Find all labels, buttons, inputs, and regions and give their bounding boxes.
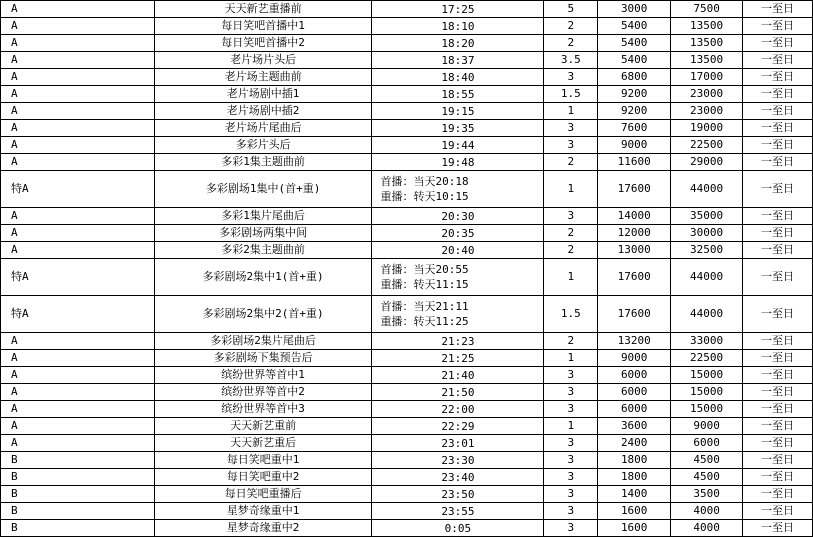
level-cell: 特A — [1, 296, 155, 333]
program-cell: 天天新艺重播前 — [154, 1, 372, 18]
price2-cell: 22500 — [671, 137, 743, 154]
program-cell: 多彩剧场2集中2(首+重) — [154, 296, 372, 333]
time-cell — [372, 52, 544, 69]
program-cell: 多彩1集片尾曲后 — [154, 208, 372, 225]
price2-cell: 32500 — [671, 242, 743, 259]
time-cell — [372, 469, 544, 486]
time-line: 19:44 — [441, 138, 475, 152]
days-cell: 一至日 — [743, 154, 813, 171]
program-cell: 每日笑吧首播中1 — [154, 18, 372, 35]
time-cell — [372, 120, 544, 137]
level-cell: A — [1, 384, 155, 401]
time-line: 18:10 — [441, 19, 475, 33]
price1-cell: 3600 — [598, 418, 671, 435]
time-cell — [372, 259, 544, 296]
time-cell — [372, 103, 544, 120]
days-cell: 一至日 — [743, 296, 813, 333]
level-cell: A — [1, 35, 155, 52]
time-cell — [372, 69, 544, 86]
table-body — [1, 1, 813, 537]
price2-cell: 15000 — [671, 401, 743, 418]
table-row — [1, 154, 813, 171]
price2-cell: 23000 — [671, 86, 743, 103]
program-cell: 每日笑吧重播后 — [154, 486, 372, 503]
time-line: 21:23 — [441, 334, 475, 348]
level-cell: A — [1, 137, 155, 154]
time-line: 23:01 — [441, 436, 475, 450]
table-row — [1, 452, 813, 469]
table-row — [1, 503, 813, 520]
program-cell: 多彩剧场两集中间 — [154, 225, 372, 242]
time-line: 19:35 — [441, 121, 475, 135]
seconds-cell: 5 — [544, 1, 598, 18]
time-line: 21:50 — [441, 385, 475, 399]
seconds-cell: 3.5 — [544, 52, 598, 69]
time-line: 23:30 — [441, 453, 475, 467]
program-cell: 缤纷世界等首中2 — [154, 384, 372, 401]
time-cell — [372, 384, 544, 401]
time-line: 20:30 — [441, 209, 475, 223]
table-row — [1, 296, 813, 333]
program-cell: 老片场剧中插2 — [154, 103, 372, 120]
level-cell: A — [1, 401, 155, 418]
price2-cell: 13500 — [671, 52, 743, 69]
days-cell: 一至日 — [743, 242, 813, 259]
price1-cell: 13000 — [598, 242, 671, 259]
table-row — [1, 52, 813, 69]
time-line: 23:50 — [441, 487, 475, 501]
seconds-cell: 1 — [544, 171, 598, 208]
program-cell: 星梦奇缘重中1 — [154, 503, 372, 520]
price2-cell: 4000 — [671, 503, 743, 520]
price1-cell: 12000 — [598, 225, 671, 242]
days-cell: 一至日 — [743, 86, 813, 103]
level-cell: A — [1, 52, 155, 69]
table-row — [1, 120, 813, 137]
program-cell: 缤纷世界等首中3 — [154, 401, 372, 418]
time-line: 19:48 — [441, 155, 475, 169]
table-row — [1, 401, 813, 418]
table-row — [1, 520, 813, 537]
table-row — [1, 69, 813, 86]
seconds-cell: 1 — [544, 350, 598, 367]
price2-cell: 4000 — [671, 520, 743, 537]
time-line: 首播：当天20:18 — [380, 175, 469, 188]
price1-cell: 5400 — [598, 35, 671, 52]
price2-cell: 29000 — [671, 154, 743, 171]
price1-cell: 6000 — [598, 384, 671, 401]
seconds-cell: 3 — [544, 520, 598, 537]
program-cell: 多彩1集主题曲前 — [154, 154, 372, 171]
price2-cell: 30000 — [671, 225, 743, 242]
level-cell: A — [1, 435, 155, 452]
price2-cell: 17000 — [671, 69, 743, 86]
price1-cell: 9000 — [598, 350, 671, 367]
seconds-cell: 2 — [544, 18, 598, 35]
program-cell: 每日笑吧首播中2 — [154, 35, 372, 52]
table-row — [1, 18, 813, 35]
table-row — [1, 333, 813, 350]
price1-cell: 1800 — [598, 469, 671, 486]
seconds-cell: 3 — [544, 503, 598, 520]
level-cell: A — [1, 18, 155, 35]
time-line: 18:20 — [441, 36, 475, 50]
level-cell: A — [1, 69, 155, 86]
table-row — [1, 418, 813, 435]
price2-cell: 23000 — [671, 103, 743, 120]
table-row — [1, 259, 813, 296]
days-cell: 一至日 — [743, 520, 813, 537]
days-cell: 一至日 — [743, 469, 813, 486]
price1-cell: 6800 — [598, 69, 671, 86]
price2-cell: 19000 — [671, 120, 743, 137]
program-cell: 天天新艺重前 — [154, 418, 372, 435]
seconds-cell: 2 — [544, 242, 598, 259]
time-cell — [372, 296, 544, 333]
level-cell: A — [1, 367, 155, 384]
time-cell — [372, 350, 544, 367]
days-cell: 一至日 — [743, 503, 813, 520]
days-cell: 一至日 — [743, 171, 813, 208]
level-cell: B — [1, 503, 155, 520]
time-cell — [372, 18, 544, 35]
level-cell: A — [1, 225, 155, 242]
seconds-cell: 3 — [544, 486, 598, 503]
price1-cell: 6000 — [598, 367, 671, 384]
price1-cell: 1600 — [598, 520, 671, 537]
days-cell: 一至日 — [743, 137, 813, 154]
level-cell: A — [1, 86, 155, 103]
time-line: 21:25 — [441, 351, 475, 365]
program-cell: 缤纷世界等首中1 — [154, 367, 372, 384]
seconds-cell: 3 — [544, 137, 598, 154]
time-cell — [372, 503, 544, 520]
time-cell — [372, 35, 544, 52]
price2-cell: 22500 — [671, 350, 743, 367]
price2-cell: 13500 — [671, 35, 743, 52]
table-row — [1, 384, 813, 401]
level-cell: 特A — [1, 171, 155, 208]
days-cell: 一至日 — [743, 208, 813, 225]
time-cell — [372, 333, 544, 350]
seconds-cell: 3 — [544, 208, 598, 225]
price1-cell: 13200 — [598, 333, 671, 350]
level-cell: A — [1, 1, 155, 18]
table-row — [1, 350, 813, 367]
time-line: 重播：转天10:15 — [380, 190, 469, 203]
price1-cell: 5400 — [598, 52, 671, 69]
time-line: 18:55 — [441, 87, 475, 101]
seconds-cell: 1.5 — [544, 296, 598, 333]
program-cell: 多彩剧场1集中(首+重) — [154, 171, 372, 208]
seconds-cell: 1 — [544, 259, 598, 296]
level-cell: A — [1, 120, 155, 137]
time-cell — [372, 435, 544, 452]
days-cell: 一至日 — [743, 401, 813, 418]
program-cell: 每日笑吧重中1 — [154, 452, 372, 469]
seconds-cell: 2 — [544, 35, 598, 52]
price1-cell: 9000 — [598, 137, 671, 154]
price1-cell: 9200 — [598, 103, 671, 120]
days-cell: 一至日 — [743, 350, 813, 367]
seconds-cell: 2 — [544, 333, 598, 350]
seconds-cell: 3 — [544, 452, 598, 469]
time-line: 22:29 — [441, 419, 475, 433]
time-line: 17:25 — [441, 2, 475, 16]
days-cell: 一至日 — [743, 452, 813, 469]
level-cell: A — [1, 418, 155, 435]
price1-cell: 1800 — [598, 452, 671, 469]
time-cell — [372, 1, 544, 18]
time-cell — [372, 486, 544, 503]
time-cell — [372, 208, 544, 225]
level-cell: B — [1, 520, 155, 537]
price2-cell: 35000 — [671, 208, 743, 225]
program-cell: 多彩剧场2集中1(首+重) — [154, 259, 372, 296]
table-row — [1, 208, 813, 225]
seconds-cell: 1 — [544, 103, 598, 120]
program-cell: 每日笑吧重中2 — [154, 469, 372, 486]
days-cell: 一至日 — [743, 52, 813, 69]
price1-cell: 2400 — [598, 435, 671, 452]
table-row — [1, 103, 813, 120]
time-line: 18:40 — [441, 70, 475, 84]
price2-cell: 3500 — [671, 486, 743, 503]
time-cell — [372, 367, 544, 384]
time-cell — [372, 86, 544, 103]
time-line: 重播：转天11:25 — [380, 315, 469, 328]
price2-cell: 13500 — [671, 18, 743, 35]
time-line: 重播：转天11:15 — [380, 278, 469, 291]
seconds-cell: 3 — [544, 367, 598, 384]
days-cell: 一至日 — [743, 486, 813, 503]
price1-cell: 9200 — [598, 86, 671, 103]
time-line: 19:15 — [441, 104, 475, 118]
price2-cell: 4500 — [671, 469, 743, 486]
price1-cell: 11600 — [598, 154, 671, 171]
days-cell: 一至日 — [743, 259, 813, 296]
table-row — [1, 242, 813, 259]
time-line: 18:37 — [441, 53, 475, 67]
program-cell: 老片场主题曲前 — [154, 69, 372, 86]
days-cell: 一至日 — [743, 103, 813, 120]
level-cell: B — [1, 452, 155, 469]
time-line: 0:05 — [444, 521, 472, 535]
price1-cell: 3000 — [598, 1, 671, 18]
seconds-cell: 2 — [544, 154, 598, 171]
seconds-cell: 3 — [544, 120, 598, 137]
time-cell — [372, 137, 544, 154]
price1-cell: 17600 — [598, 171, 671, 208]
table-row — [1, 225, 813, 242]
program-cell: 多彩片头后 — [154, 137, 372, 154]
days-cell: 一至日 — [743, 35, 813, 52]
table-row — [1, 86, 813, 103]
days-cell: 一至日 — [743, 18, 813, 35]
level-cell: B — [1, 486, 155, 503]
price2-cell: 9000 — [671, 418, 743, 435]
days-cell: 一至日 — [743, 1, 813, 18]
table-row — [1, 367, 813, 384]
table-row — [1, 35, 813, 52]
program-cell: 多彩2集主题曲前 — [154, 242, 372, 259]
price1-cell: 6000 — [598, 401, 671, 418]
days-cell: 一至日 — [743, 120, 813, 137]
time-cell — [372, 452, 544, 469]
days-cell: 一至日 — [743, 225, 813, 242]
level-cell: A — [1, 333, 155, 350]
time-line: 21:40 — [441, 368, 475, 382]
price2-cell: 7500 — [671, 1, 743, 18]
program-cell: 多彩剧场2集片尾曲后 — [154, 333, 372, 350]
price1-cell: 5400 — [598, 18, 671, 35]
price1-cell: 17600 — [598, 296, 671, 333]
program-cell: 老片场剧中插1 — [154, 86, 372, 103]
time-cell — [372, 171, 544, 208]
price2-cell: 6000 — [671, 435, 743, 452]
program-cell: 天天新艺重后 — [154, 435, 372, 452]
price2-cell: 44000 — [671, 296, 743, 333]
seconds-cell: 3 — [544, 435, 598, 452]
time-cell — [372, 520, 544, 537]
level-cell: A — [1, 242, 155, 259]
time-line: 20:35 — [441, 226, 475, 240]
level-cell: A — [1, 350, 155, 367]
price1-cell: 14000 — [598, 208, 671, 225]
time-line: 首播：当天20:55 — [380, 263, 469, 276]
time-line: 23:55 — [441, 504, 475, 518]
days-cell: 一至日 — [743, 69, 813, 86]
price1-cell: 1400 — [598, 486, 671, 503]
seconds-cell: 3 — [544, 384, 598, 401]
price2-cell: 44000 — [671, 259, 743, 296]
level-cell: A — [1, 154, 155, 171]
level-cell: A — [1, 103, 155, 120]
table-row — [1, 486, 813, 503]
table-row — [1, 1, 813, 18]
price2-cell: 15000 — [671, 384, 743, 401]
price2-cell: 4500 — [671, 452, 743, 469]
level-cell: A — [1, 208, 155, 225]
days-cell: 一至日 — [743, 367, 813, 384]
time-line: 20:40 — [441, 243, 475, 257]
time-cell — [372, 154, 544, 171]
seconds-cell: 1.5 — [544, 86, 598, 103]
price2-cell: 15000 — [671, 367, 743, 384]
price1-cell: 17600 — [598, 259, 671, 296]
time-cell — [372, 242, 544, 259]
time-line: 22:00 — [441, 402, 475, 416]
time-cell — [372, 225, 544, 242]
days-cell: 一至日 — [743, 435, 813, 452]
seconds-cell: 3 — [544, 401, 598, 418]
table-row — [1, 137, 813, 154]
level-cell: B — [1, 469, 155, 486]
table-row — [1, 469, 813, 486]
level-cell: 特A — [1, 259, 155, 296]
seconds-cell: 2 — [544, 225, 598, 242]
program-cell: 老片场片头后 — [154, 52, 372, 69]
time-line: 首播：当天21:11 — [380, 300, 469, 313]
price1-cell: 7600 — [598, 120, 671, 137]
seconds-cell: 3 — [544, 469, 598, 486]
time-cell — [372, 418, 544, 435]
seconds-cell: 1 — [544, 418, 598, 435]
days-cell: 一至日 — [743, 418, 813, 435]
time-line: 23:40 — [441, 470, 475, 484]
days-cell: 一至日 — [743, 384, 813, 401]
time-cell — [372, 401, 544, 418]
seconds-cell: 3 — [544, 69, 598, 86]
program-cell: 多彩剧场下集预告后 — [154, 350, 372, 367]
days-cell: 一至日 — [743, 333, 813, 350]
table-row — [1, 435, 813, 452]
program-cell: 老片场片尾曲后 — [154, 120, 372, 137]
program-cell: 星梦奇缘重中2 — [154, 520, 372, 537]
price2-cell: 33000 — [671, 333, 743, 350]
price1-cell: 1600 — [598, 503, 671, 520]
price2-cell: 44000 — [671, 171, 743, 208]
table-row — [1, 171, 813, 208]
